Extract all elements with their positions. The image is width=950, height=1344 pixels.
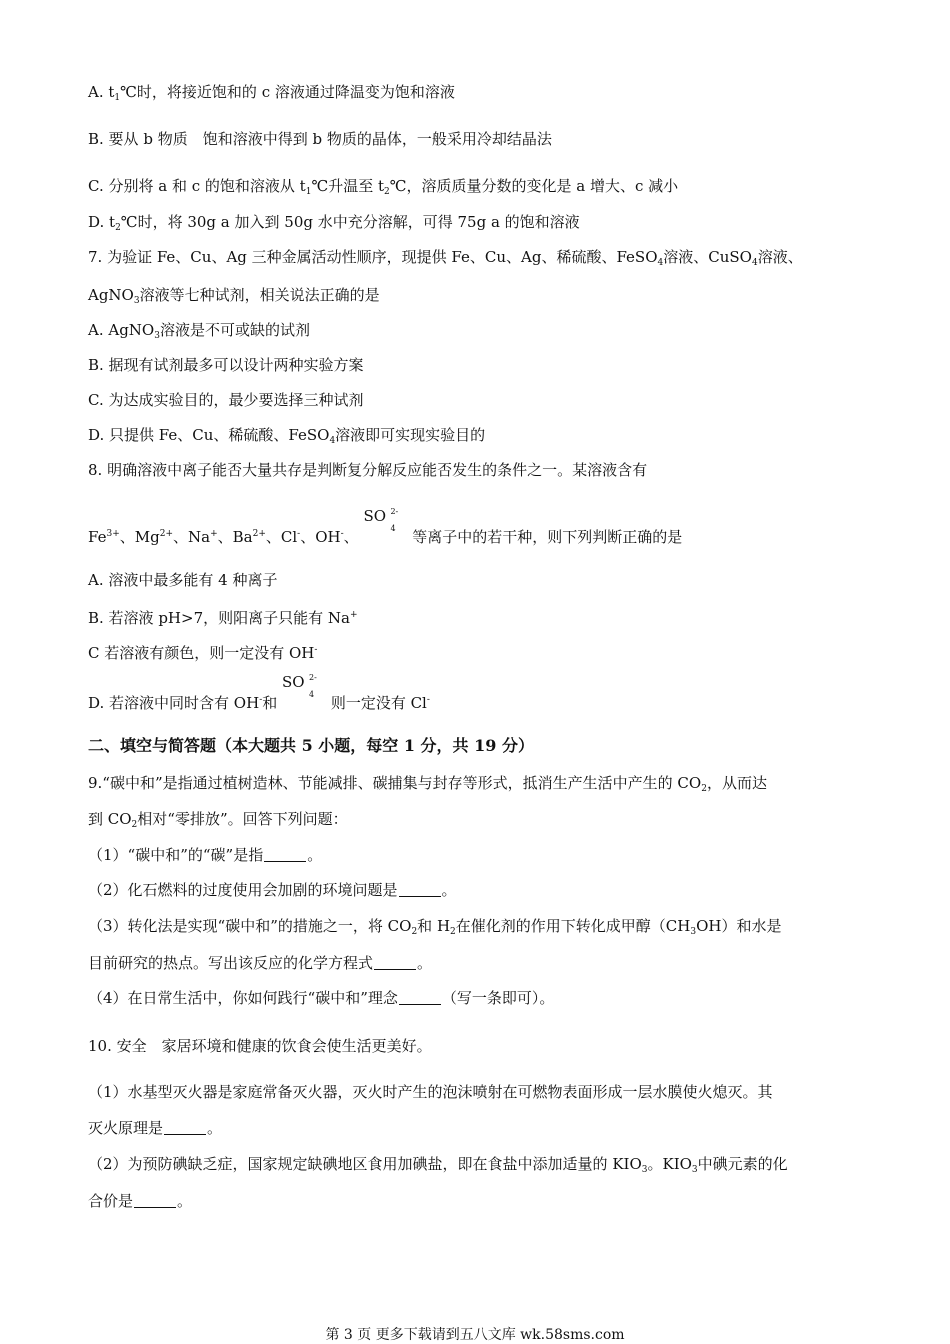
q7-stem-line1	[88, 247, 803, 273]
answer-blank[interactable]	[399, 882, 441, 897]
text: （3）转化法是实现“碳中和”的措施之一，将 CO	[88, 917, 412, 935]
subscript: 2	[450, 927, 456, 937]
separator: 、	[343, 528, 359, 546]
text: 等离子中的若干种，则下列判断正确的是	[412, 528, 683, 546]
q7-option-a	[88, 320, 310, 346]
ion: Fe	[88, 528, 107, 546]
text: 溶液、CuSO	[663, 248, 752, 266]
text: 灭火原理是	[88, 1119, 164, 1137]
text: 和 H	[417, 917, 451, 935]
subscript: 2	[384, 187, 390, 197]
q8-option-c	[88, 640, 317, 663]
q8-option-d	[88, 673, 430, 713]
text: （2）为预防碘缺乏症，国家规定缺碘地区食用加碘盐，即在食盐中添加适量的 KIO	[88, 1155, 642, 1173]
text: D. 若溶液中同时含有 OH	[88, 694, 260, 712]
text: 溶液、	[757, 248, 803, 266]
text: 。	[307, 846, 323, 864]
answer-blank[interactable]	[164, 1120, 206, 1135]
text: ℃，溶质质量分数的变化是 a 增大、c 减小	[389, 177, 679, 195]
q9-sub1	[88, 845, 322, 865]
q8-option-b	[88, 605, 358, 628]
text: （2）化石燃料的过度使用会加剧的环境问题是	[88, 881, 398, 899]
q6-option-c	[88, 176, 678, 202]
charge: -	[297, 529, 301, 539]
sulfate-ion-formula	[363, 507, 407, 542]
text: 。	[177, 1192, 193, 1210]
q10-sub1-line2	[88, 1118, 222, 1138]
q8-stem-line2	[88, 507, 683, 547]
text: 。	[441, 881, 457, 899]
subscript: 1	[114, 93, 121, 103]
charge: +	[349, 610, 358, 620]
sulfate-ion-formula	[282, 673, 326, 708]
charge: -	[259, 695, 263, 705]
text: C 若溶液有颜色，则一定没有 OH	[88, 644, 315, 662]
text: SO	[282, 673, 305, 691]
text: ，从而达	[706, 774, 767, 792]
answer-blank[interactable]	[399, 990, 441, 1005]
q9-sub2	[88, 880, 457, 900]
text: ℃升温至 t	[311, 177, 385, 195]
text: ℃时，将接近饱和的 c 溶液通过降温变为饱和溶液	[120, 83, 455, 101]
text: ℃时，将 30g a 加入到 50g 水中充分溶解，可得 75g a 的饱和溶液	[120, 213, 580, 231]
q9-sub3-line2	[88, 953, 432, 973]
text: 目前研究的热点。写出该反应的化学方程式	[88, 954, 374, 972]
q6-option-b: B. 要从 b 物质 饱和溶液中得到 b 物质的晶体，一般采用冷却结晶法	[88, 130, 552, 148]
text: 。KIO	[647, 1155, 692, 1173]
text: 中碘元素的化	[697, 1155, 788, 1173]
text: 溶液等七种试剂，相关说法正确的是	[139, 286, 380, 304]
section-heading: 二、填空与简答题（本大题共 5 小题，每空 1 分，共 19 分）	[88, 736, 534, 755]
subscript: 2	[701, 784, 707, 794]
charge: 2+	[159, 529, 173, 539]
charge: 2+	[252, 529, 266, 539]
text: AgNO	[88, 286, 134, 304]
q10-sub1-line1: （1）水基型灭火器是家庭常备灭火器，灭火时产生的泡沫喷射在可燃物表面形成一层水膜使火熄灭。其	[88, 1083, 773, 1101]
charge: -	[426, 695, 430, 705]
q8-stem-line1: 8. 明确溶液中离子能否大量共存是判断复分解反应能否发生的条件之一。某溶液含有	[88, 461, 648, 479]
text: C. 分别将 a 和 c 的饱和溶液从 t	[88, 177, 306, 195]
q10-stem: 10. 安全 家居环境和健康的饮食会使生活更美好。	[88, 1037, 432, 1055]
text: OH）和水是	[696, 917, 782, 935]
charge: 3+	[106, 529, 120, 539]
q7-option-b: B. 据现有试剂最多可以设计两种实验方案	[88, 356, 364, 374]
text: 在催化剂的作用下转化成甲醇（CH	[455, 917, 691, 935]
text: A. t	[88, 83, 115, 101]
text: A. AgNO	[88, 321, 155, 339]
q10-sub2-line2	[88, 1191, 192, 1211]
text: 溶液即可实现实验目的	[335, 426, 486, 444]
subscript: 3	[641, 1165, 648, 1175]
q9-stem-line1	[88, 773, 767, 799]
ion: 、OH	[300, 528, 341, 546]
ion: 、Mg	[119, 528, 160, 546]
subscript: 3	[154, 331, 160, 341]
q7-stem-line2	[88, 285, 380, 311]
charge: +	[210, 529, 218, 539]
subscript: 3	[133, 296, 140, 306]
answer-blank[interactable]	[134, 1193, 176, 1208]
ion: 、Ba	[217, 528, 253, 546]
subscript: 3	[690, 927, 697, 937]
answer-blank[interactable]	[374, 955, 416, 970]
page-footer: 第 3 页 更多下载请到五八文库 wk.58sms.com	[325, 1327, 625, 1343]
text: 溶液是不可或缺的试剂	[159, 321, 310, 339]
subscript: 4	[751, 258, 758, 268]
subscript: 4	[329, 436, 336, 446]
text: 相对“零排放”。回答下列问题：	[137, 810, 348, 828]
ion: 、Na	[173, 528, 211, 546]
text: 则一定没有 Cl	[330, 694, 427, 712]
text: 。	[207, 1119, 223, 1137]
q7-option-d	[88, 425, 485, 451]
text: （1）“碳中和”的“碳”是指	[88, 846, 264, 864]
q10-sub2-line1	[88, 1154, 788, 1180]
text: B. 若溶液 pH>7，则阳离子只能有 Na	[88, 609, 350, 627]
text: （写一条即可）。	[441, 989, 555, 1007]
subscript: 4	[309, 690, 315, 699]
text: 9.“碳中和”是指通过植树造林、节能减排、碳捕集与封存等形式，抵消生产生活中产生的 CO	[88, 774, 702, 792]
subscript: 2	[411, 927, 418, 937]
answer-blank[interactable]	[264, 847, 306, 862]
subscript: 3	[691, 1165, 698, 1175]
q8-option-a: A. 溶液中最多能有 4 种离子	[88, 571, 278, 589]
q6-option-a	[88, 82, 455, 108]
subscript: 4	[657, 258, 664, 268]
charge: -	[314, 645, 318, 655]
text: 合价是	[88, 1192, 134, 1210]
q9-sub4	[88, 988, 554, 1008]
text: 和	[262, 694, 278, 712]
charge: 2-	[309, 673, 317, 682]
charge: -	[340, 529, 344, 539]
q6-option-d	[88, 212, 580, 238]
text: （4）在日常生活中，你如何践行“碳中和”理念	[88, 989, 398, 1007]
text: D. 只提供 Fe、Cu、稀硫酸、FeSO	[88, 426, 330, 444]
text: 7. 为验证 Fe、Cu、Ag 三种金属活动性顺序，现提供 Fe、Cu、Ag、稀硫酸、FeSO	[88, 248, 658, 266]
subscript: 2	[131, 820, 138, 830]
text: 。	[417, 954, 433, 972]
text: D. t	[88, 213, 116, 231]
q9-sub3-line1	[88, 916, 781, 942]
q7-option-c: C. 为达成实验目的，最少要选择三种试剂	[88, 391, 364, 409]
subscript: 4	[390, 524, 396, 533]
subscript: 1	[305, 187, 312, 197]
text: SO	[363, 507, 387, 525]
charge: 2-	[390, 507, 399, 516]
q9-stem-line2	[88, 809, 348, 835]
subscript: 2	[115, 223, 121, 233]
ion: 、Cl	[265, 528, 298, 546]
text: 到 CO	[88, 810, 132, 828]
